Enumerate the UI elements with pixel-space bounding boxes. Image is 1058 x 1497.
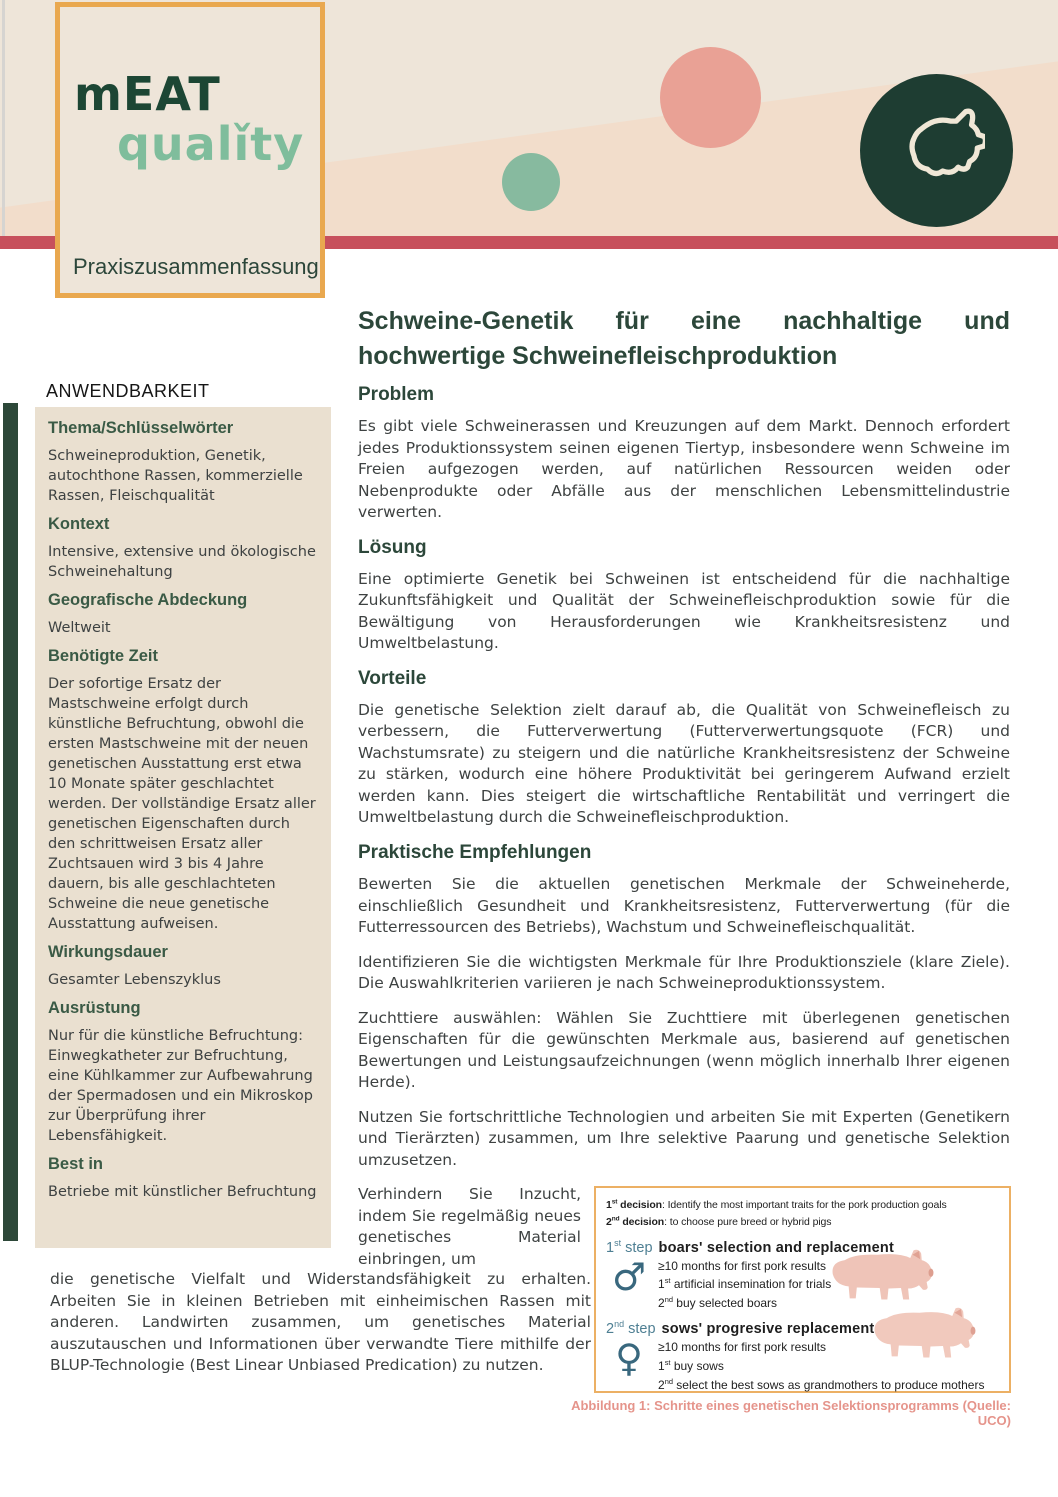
sidebar-heading-ausruestung: Ausrüstung <box>48 999 141 1017</box>
pink-circle <box>660 47 761 148</box>
empfehlungen-paragraph-3: Zuchttiere auswählen: Wählen Sie Zuchttiere mit überlegenen genetischen Eigenschaften für die gewünschten Merkmale aus, basierend auf genetischen Bewertungen und Leistungsaufzeichnungen (wenn möglich innerhalb Ihrer eigenen Herde). <box>358 1008 1010 1092</box>
sidebar-text-kontext: Intensive, extensive und ökologische Schweinehaltung <box>48 544 316 580</box>
step-2-details <box>606 1338 999 1394</box>
sidebar-text-geografie: Weltweit <box>48 620 111 636</box>
page-title: Schweine-Genetik für eine nachhaltige und hochwertige Schweinefleischproduktion <box>358 307 1010 370</box>
sidebar-heading-geografie: Geografische Abdeckung <box>48 591 248 609</box>
section-heading-empfehlungen: Praktische Empfehlungen <box>358 841 592 863</box>
step-2-item-2: 1st buy sows <box>658 1357 724 1373</box>
sidebar-heading-wirkungsdauer: Wirkungsdauer <box>48 943 168 961</box>
logo-box <box>55 2 325 298</box>
sidebar-accent-bar <box>3 403 18 1241</box>
step-1-item-2: 1st artificial insemination for trials <box>658 1276 832 1292</box>
sidebar-text-best-in: Betriebe mit künstlicher Befruchtung <box>48 1184 317 1200</box>
green-circle <box>502 153 560 211</box>
sidebar-text-thema: Schweineproduktion, Genetik, autochthone Rassen, kommerzielle Rassen, Fleischqualität <box>48 448 303 504</box>
step-1-item-3: 2nd buy selected boars <box>658 1294 778 1310</box>
step-2-header: 2nd step sows' progresive replacement <box>606 1319 875 1338</box>
section-heading-problem: Problem <box>358 384 435 405</box>
logo-text-quality: qualǐty <box>117 117 305 171</box>
male-icon: ♂ <box>611 1254 647 1299</box>
step-1-details <box>606 1254 999 1313</box>
step-1-item-1: ≥10 months for first pork results <box>658 1258 826 1273</box>
sidebar-text-wirkungsdauer: Gesamter Lebenszyklus <box>48 972 221 988</box>
step-1-header: 1st step boars' selection and replacement <box>606 1237 894 1256</box>
decision-line-2: 2nd decision: to choose pure breed or hybrid pigs <box>606 1215 832 1228</box>
empfehlungen-paragraph-2: Identifizieren Sie die wichtigsten Merkmale für Ihre Produktionsziele (klare Ziele). Die Auswahlkriterien variieren je nach Schweineproduktionssystem. <box>358 952 1010 993</box>
empfehlungen-paragraph-1: Bewerten Sie die aktuellen genetischen Merkmale der Schweineherde, einschließlich Gesundheit und Krankheitsresistenz, Futterverwertung (für die Futterressourcen des Betriebs), Wachstum und Schweinefleischqualität. <box>358 874 1010 937</box>
logo-text-meat: mEAT <box>74 67 221 121</box>
sidebar-box <box>35 407 331 1248</box>
pig-icon <box>889 100 985 201</box>
sidebar-heading-best-in: Best in <box>48 1155 104 1173</box>
page-edge-line <box>2 0 5 236</box>
empfehlungen-paragraph-5-continued: die genetische Vielfalt und Widerstandsfähigkeit zu erhalten. Arbeiten Sie in kleinen Betrieben mit einheimischen Rassen mit anderen. Landwirten zusammen, um genetisches Material auszutauschen und Informationen über verwandte Tiere mithilfe der BLUP-Technologie (Best Linear Unbiased Predication) zu nutzen. <box>50 1270 591 1375</box>
sidebar-title: ANWENDBARKEIT <box>46 381 210 401</box>
pig-badge <box>860 74 1013 227</box>
sidebar-heading-zeit: Benötigte Zeit <box>48 647 158 665</box>
main-content <box>358 384 1010 1283</box>
empfehlungen-paragraph-5-wrap: Verhindern Sie Inzucht, indem Sie regelmäßig neues genetisches Material einbringen, um <box>358 1185 581 1268</box>
section-heading-vorteile: Vorteile <box>358 667 427 689</box>
figure-selection-program <box>594 1186 1011 1393</box>
section-heading-loesung: Lösung <box>358 536 427 558</box>
step-2-item-3: 2nd select the best sows as grandmothers to produce mothers <box>658 1376 985 1392</box>
decision-line-1: 1st decision: Identify the most important traits for the pork production goals <box>606 1198 947 1211</box>
sidebar-text-ausruestung: Nur für die künstliche Befruchtung: Einwegkatheter zur Befruchtung, eine Kühlkammer zur Aufbewahrung der Spermadosen und ein Mikroskop zur Überprüfung ihrer Lebensfähigkeit. <box>48 1028 313 1144</box>
sidebar-heading-kontext: Kontext <box>48 515 110 533</box>
figure-caption: Abbildung 1: Schritte eines genetischen Selektionsprogramms (Quelle: UCO) <box>571 1398 1011 1428</box>
step-2-item-1: ≥10 months for first pork results <box>658 1340 826 1355</box>
sidebar-heading-thema: Thema/Schlüsselwörter <box>48 419 234 437</box>
sidebar-text-zeit: Der sofortige Ersatz der Mastschweine erfolgt durch künstliche Befruchtung, obwohl die ersten Mastschweine mit der neuen genetischen Ausstattung erst etwa 10 Monate später geschlachtet werden. Der vollständige Ersatz aller genetischen Eigenschaften durch den schrittweisen Ersatz aller Zuchtsauen wird 3 bis 4 Jahre dauern, bis alle geschlachteten Schweine die neue genetische Ausstattung aufweisen. <box>48 676 316 932</box>
problem-paragraph: Es gibt viele Schweinerassen und Kreuzungen auf dem Markt. Dennoch erfordert jedes Produktionssystem seinen eigenen Tiertyp, insbesondere wenn Schweine im Freien aufgezogen werden, auf natürlichen Ressourcen weiden oder Nebenprodukte oder Abfälle aus der menschlichen Lebensmittelindustrie verwerten. <box>358 417 1010 522</box>
praxis-label: Praxiszusammenfassung <box>73 254 319 279</box>
empfehlungen-paragraph-4: Nutzen Sie fortschrittliche Technologien und arbeiten Sie mit Experten (Genetikern und Tierärzten) zusammen, um Ihre selektive Paarung und genetische Selektion umzusetzen. <box>358 1107 1010 1169</box>
female-icon: ♀ <box>615 1336 643 1381</box>
vorteile-paragraph: Die genetische Selektion zielt darauf ab, die Qualität von Schweinefleisch zu verbessern, die Futterverwertung (Futterverwertungsquote (FCR) und Wachstumsrate) zu steigern und die natürliche Krankheitsresistenz der Schweine zu stärken, wodurch eine höhere Produktivität bei geringerem Aufwand erzielt werden kann. Dies steigert die wirtschaftliche Rentabilität und verringert die Umweltbelastung durch die Schweinefleischproduktion. <box>358 700 1010 827</box>
loesung-paragraph: Eine optimierte Genetik bei Schweinen ist entscheidend für die nachhaltige Zukunftsfähigkeit und Qualität der Schweinefleischproduktion sowie für die Bewältigung von Herausforderungen wie Krankheitsresistenz und Umweltbelastung. <box>358 569 1010 653</box>
